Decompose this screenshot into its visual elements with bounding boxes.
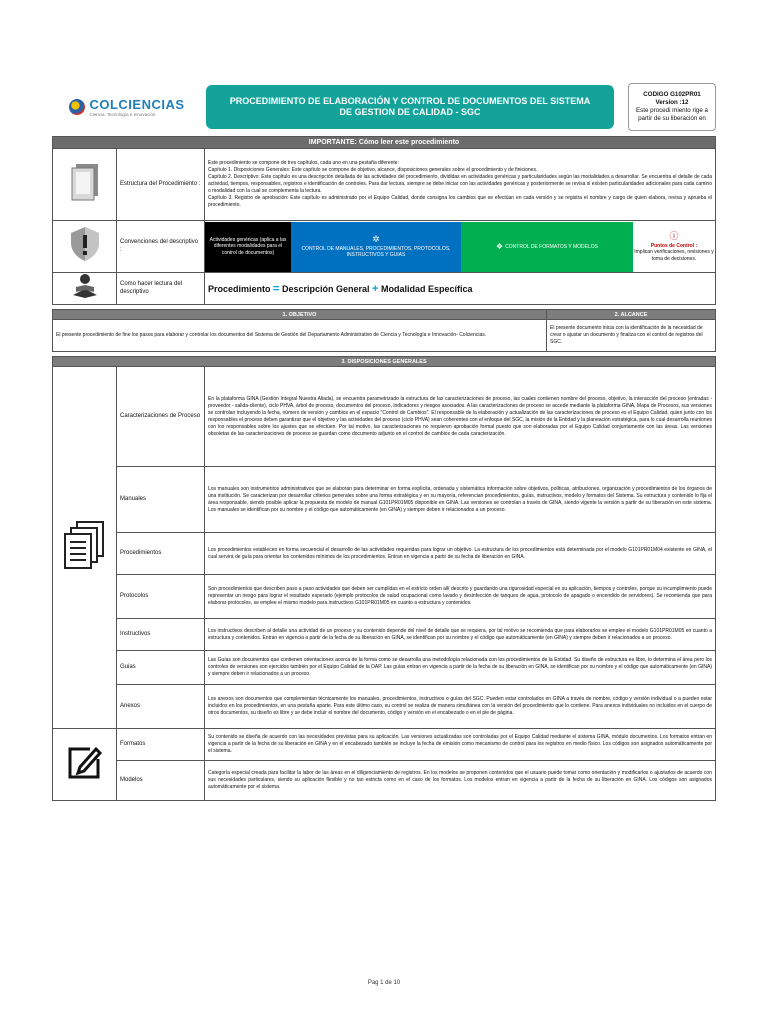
disposicion-text: Los anexos son documentos que complementan técnicamente los manuales, procedimientos, instructivos o guías del SGC. Pueden estar controlados en GINA a través de nombre, código y versión individual o a pueden estar incluidos en los procedimientos, en una pestaña aparte. Para este último caso, su control se realiza de manera simultánea con la versión del procedimiento que lo contiene. Para anexos individuales no incluidos en el cuerpo de otros documentos, su diseño es libre y se debe incluir el nombre del documento, código y versión en el encabezado o en el pie de página. <box>205 685 716 729</box>
disposicion-text: Los manuales son instrumentos administrativos que se elaboran para determinar en forma explícita, ordenada y sistemática información sobre objetivos, políticas, atribuciones, organización y procedimientos de los órganos de una institución. Se caracterizan por desarrollar criterios generales sobre una forma estratégica y en su mayoría, referencian procedimientos, guías, instructivos, modelo y formatos del Sistema. Su estructura y contenido lo fija el área responsable, siendo posible aplicar la propuesta de modelo de manual G101PR01M05 disponible en GINA. Las versiones se controlan a través de GINA, siendo vigente la versión a partir de su liberación en este sistema. Los manuales se identifican por su nombre y el código que automáticamente (en GINA) y siempre deben ir relacionados a un proceso. <box>205 467 716 533</box>
disposicion-label: Anexos <box>117 685 205 729</box>
disposiciones-table <box>52 356 716 801</box>
objetivo-text: El presente procedimiento de fine los pasos para elaborar y controlar los documentos del Sistema de Gestión del Departamento Administrativo de Ciencia y Tecnología e Innovación- Colciencias. <box>53 320 547 352</box>
gear-icon: ✲ <box>372 234 380 245</box>
document-version: Version :12 <box>655 98 689 106</box>
convenciones-label: Convenciones del descriptivo : <box>117 221 205 273</box>
formula-term-descripcion: Descripción General <box>281 283 370 294</box>
convenciones-cell <box>205 221 716 273</box>
documents-icon-cell <box>53 367 117 729</box>
control-points-title: Puntos de Control : <box>650 242 698 249</box>
reading-formula <box>205 273 716 305</box>
disposicion-text: Su contenido se diseña de acuerdo con las necesidades previstas para su aplicación. Las versiones actualizadas son controladas por el Equipo Calidad mediante el sistema GINA, módulo documentos. Los formatos entran en vigencia a partir de la fecha de su liberación en GINA y en el encabezado también se incluye la fecha de emisión como mecanismo de control para los registros en medio físico. Los códigos son asignados automáticamente por el sistema. <box>205 729 716 761</box>
formatos-legend <box>461 222 633 272</box>
warning-icon-cell <box>53 221 117 273</box>
document-icon-cell <box>53 149 117 221</box>
estructura-line: Capítulo 3. Registro de aprobación: Este capítulo es administrado por el Equipo Calidad, donde consigna los cambios que se efectúan en cada versión y se registra el nombre y cargo de quien elabora, revisa y aprueba el procedimiento. <box>208 195 712 208</box>
reader-icon-cell <box>53 273 117 305</box>
estructura-text <box>205 149 716 221</box>
disposicion-label: Protocolos <box>117 575 205 619</box>
alcance-text: El presente documento inicia con la identificación de la necesidad de crear o ajustar un documento y finaliza con el control de registros del SGC. <box>547 320 716 352</box>
page-number: Pag 1 de 10 <box>367 980 401 986</box>
document-code-box <box>628 83 716 131</box>
document-title: PROCEDIMIENTO DE ELABORACIÓN Y CONTROL DE DOCUMENTOS DEL SISTEMA DE GESTION DE CALIDAD - SGC <box>206 85 614 129</box>
importante-title: IMPORTANTE: Cómo leer este procedimiento <box>53 137 716 149</box>
estructura-label: Estructura del Procedimiento : <box>117 149 205 221</box>
control-points-text: Implican verificaciones, revisiones y toma de decisiones. <box>634 249 714 262</box>
document-page <box>52 82 716 801</box>
logo-subtitle: Ciencia, Tecnología e Innovación <box>89 112 156 117</box>
lectura-label: Como hacer lectura del descriptivo <box>117 273 205 305</box>
document-stack-icon <box>68 162 102 202</box>
objetivo-alcance-table <box>52 309 716 352</box>
estructura-line: Este procedimiento se compone de tres capítulos, cada uno en una pestaña diferente: <box>208 160 399 166</box>
disposicion-label: Procedimientos <box>117 533 205 575</box>
manuales-legend <box>291 222 461 272</box>
estructura-line: Capítulo 2. Descriptivo: Este capítulo es una descripción detallada de las actividades del procedimiento, divididas en actividades genéricas y particularidades según las modalidades a desarrollar. Se encuentra el detalle de cada actividad, tiempos, responsables, registros e identificación de controles. Para dar lectura, siempre se debe iniciar con las actividades genéricas y posteriormente se revisa si existen particularidades adicionales para cada camino o modalidad con la cual se complementa la lectura. <box>208 174 712 194</box>
importante-table <box>52 136 716 305</box>
shield-warning-icon <box>68 225 102 263</box>
disposicion-label: Instructivos <box>117 619 205 651</box>
disposicion-text: Los instructivos describen al detalle una actividad de un proceso y su contenido depende del nivel de detalle que se requiera, por tal motivo se recomienda que para elaborarlos se emplee el modelo G101PR01M05 en cuanto a estructura y contenidos. Entran en vigencia a partir de la fecha de su liberación en GINA, se identifican por su nombre y el código que automáticamente (en GINA) y siempre deben ir relacionados a un proceso. <box>205 619 716 651</box>
disposicion-text: En la plataforma GINA (Gestión Integral Nuestra Aliada), se encuentra parametrizado la estructura de las caracterizaciones de proceso, las cuales contienen nombre del proceso, objetivo, la interacción del proceso (entradas - proveedor - salida-cliente), ciclo PHVA, árbol de proceso, documentos del proceso, indicadores y riesgos asociados. A las caracterizaciones de proceso se accede mediante la plataforma GINA, Mapa de Procesos, sus versiones se controlan incluyendo la fecha, número de versión y cambios en el espacio "Control de Cambios". El responsable de la elaboración y actualización de las caracterizaciones de proceso es el Equipo Calidad, quien junto con los responsables el proceso deben garantizar que el objetivo y las actividades del proceso (ciclo PHVA) sean coherentes con el enfoque del SGC, la misión de la Entidad y la planeación estratégica, para lo cual desarrolla reuniones con los responsables sobre los ajustes que se efectúen. Por tal motivo, las caracterizaciones no requieren aprobación formal puesto que son elaboradas por el Equipo Calidad conjuntamente con las áreas. Las versiones obsoletas de las caracterizaciones de proceso se guardan como documento adjunto en el control de cambios de cada caracterización. <box>205 367 716 467</box>
validity-line-1: Este procedi miento rige a <box>636 107 708 114</box>
disposicion-text: Son procedimientos que describen paso a paso actividades que deben ser cumplidas en el estricto orden allí descrito y guardando una rigurosidad especial en su aplicación, tiempos y controles, porque su incumplimiento puede representar un riesgo para lograr el resultado esperado (ejemplo protocolos de salud ocupacional como lavado y desinfección de tanques de agua, protocolo de apagado o encendido de servidores). Se recomienda que para elaborar protocolos, se emplee el mismo modelo para instructivos G101PR01M05 en cuanto a estructura y contenidos. <box>205 575 716 619</box>
diamond-icon: ❖ <box>496 242 504 251</box>
validity-line-2: partir de su liberación en <box>638 115 706 123</box>
colciencias-logo <box>52 82 202 132</box>
person-reading-icon <box>70 273 100 299</box>
logo-name: COLCIENCIAS <box>89 97 185 112</box>
disposicion-label: Manuales <box>117 467 205 533</box>
formatos-legend-text: CONTROL DE FORMATOS Y MODELOS <box>505 243 598 250</box>
objetivo-title: 1. OBJETIVO <box>53 310 547 320</box>
disposicion-label: Modelos <box>117 761 205 801</box>
disposiciones-title: 3. DISPOSICIONES GENERALES <box>53 357 716 367</box>
edit-icon-cell <box>53 729 117 801</box>
formula-term-procedimiento: Procedimiento <box>208 283 271 294</box>
disposicion-text: Los procedimientos establecen en forma secuencial el desarrollo de las actividades requeridas para lograr un objetivo. La estructura de los procedimientos está determinada por el modelo G101PR01M04 existente en GINA, el cual servirá de guía para orientar los contenidos mínimos de los procedimientos. Entran en vigencia a partir de su fecha de liberación en GINA. <box>205 533 716 575</box>
disposicion-label: Guias <box>117 651 205 685</box>
alcance-title: 2. ALCANCE <box>547 310 716 320</box>
generic-activities-legend: Actividades genéricas (aplica a las diferentes modalidades para el control de documentos) <box>205 222 291 272</box>
edit-form-icon <box>66 743 104 781</box>
formula-plus: + <box>372 282 379 295</box>
disposicion-label: Caracterizaciones de Proceso <box>117 367 205 467</box>
document-header <box>52 82 716 132</box>
alert-circle-icon: ⓘ <box>669 230 679 241</box>
disposicion-text: Categoría especial creada para facilitar la labor de las áreas en el diligenciamiento de registros. En los modelos se proponen contenidos que el usuario puede tomar como orientación y modificarlos o ajustarlos de acuerdo con sus necesidades particulares, siendo su aplicación flexible y no tan estricta como en el caso de los formatos. Los modelos entran en vigencia a partir de la fecha de su liberación en GINA. Los códigos son asignados automáticamente por el sistema. <box>205 761 716 801</box>
disposicion-text: Las Guías son documentos que contienen orientaciones acerca de la forma como se desarrolla una metodología relacionada con los procedimientos de la Entidad. Su diseño de estructura es libre, lo determina el área pero los controles de versiones son ejercidos también por el Equipo Calidad de la OAP. Las guías entran en vigencia a partir de la fecha de su liberación en GINA, se identifican por su nombre y el código que automáticamente (en GINA) y siempre deben ir relacionados a un proceso. <box>205 651 716 685</box>
document-code: CODIGO G102PR01 <box>643 90 701 98</box>
formula-equals: = <box>273 282 280 295</box>
manuales-legend-text: CONTROL DE MANUALES, PROCEDIMIENTOS, PROTOCOLOS, INSTRUCTIVOS Y GUIAS <box>301 245 451 259</box>
colombia-emblem-icon <box>69 99 85 115</box>
documents-stack-icon <box>63 520 107 570</box>
disposicion-label: Formatos <box>117 729 205 761</box>
formula-term-modalidad: Modalidad Específica <box>381 283 473 294</box>
estructura-line: Capítulo 1. Disposiciones Generales: Este capítulo se compone de objetivo, alcance, disposiciones generales sobre el procedimiento y de finiciones. <box>208 167 538 173</box>
control-points-legend <box>633 222 715 272</box>
